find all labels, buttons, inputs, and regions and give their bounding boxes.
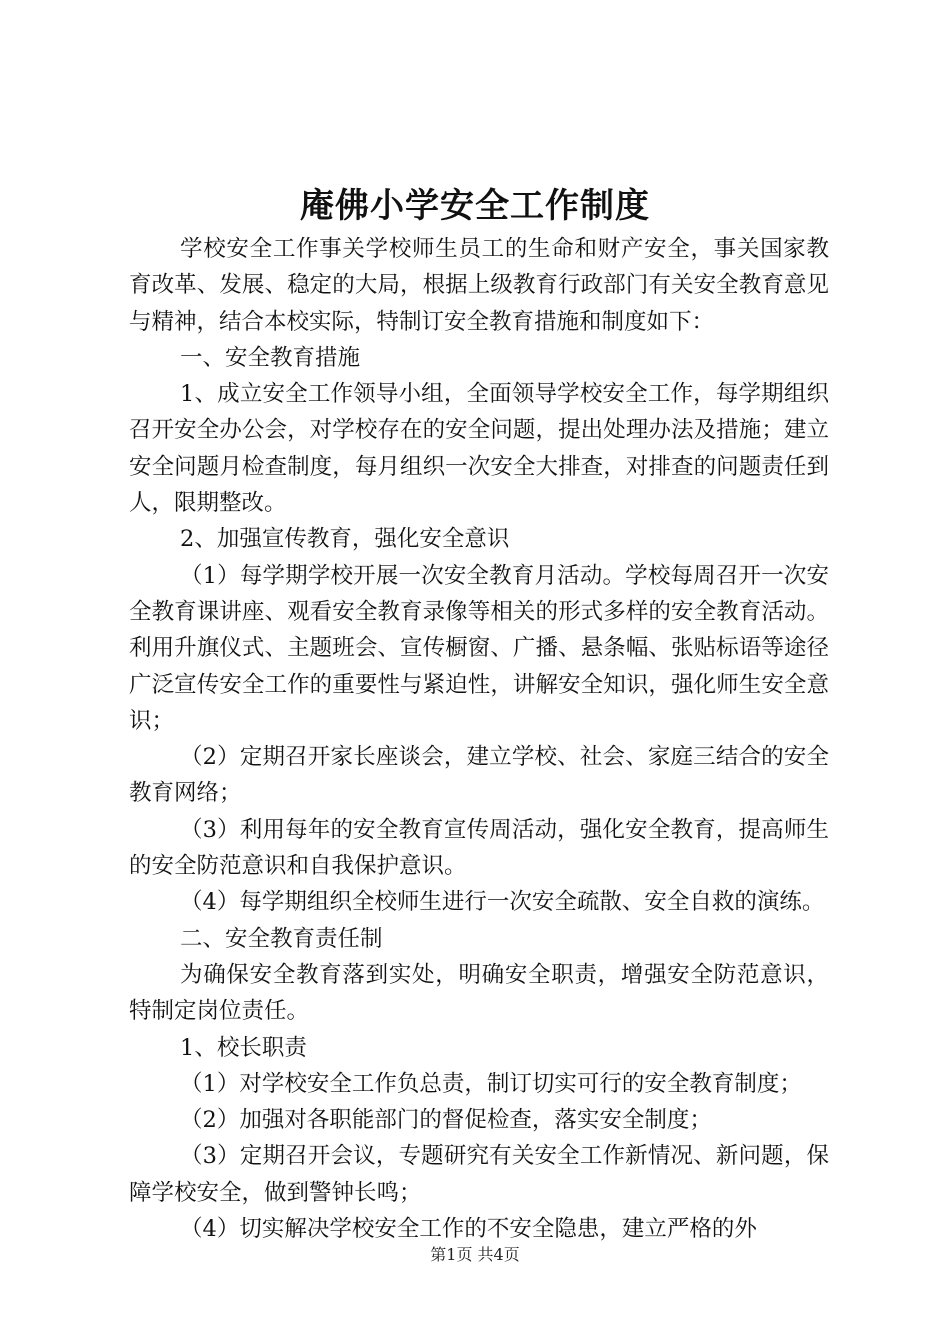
section-heading-1: 一、安全教育措施	[180, 344, 361, 371]
document-body	[129, 231, 829, 1247]
paragraph-item: （3）定期召开会议，专题研究有关安全工作新情况、新问题，保障学校安全，做到警钟长鸣；	[129, 1143, 829, 1206]
paragraph-item: （2）加强对各职能部门的督促检查，落实安全制度；	[180, 1107, 712, 1134]
subsection-heading: 1、校长职责	[180, 1034, 307, 1061]
paragraph-item: 为确保安全教育落到实处，明确安全职责，增强安全防范意识，特制定岗位责任。	[129, 961, 829, 1025]
section-heading-2: 二、安全教育责任制	[180, 925, 383, 952]
paragraph-item: （2）定期召开家长座谈会，建立学校、社会、家庭三结合的安全教育网络；	[129, 744, 829, 807]
paragraph-item: （3）利用每年的安全教育宣传周活动，强化安全教育，提高师生的安全防范意识和自我保护意识。	[129, 816, 829, 880]
paragraph-item: （1）每学期学校开展一次安全教育月活动。学校每周召开一次安全教育课讲座、观看安全教育录像等相关的形式多样的安全教育活动。利用升旗仪式、主题班会、宣传橱窗、广播、悬条幅、张贴标语等途径广泛宣传安全工作的重要性与紧迫性，讲解安全知识，强化师生安全意识；	[129, 562, 829, 734]
subsection-heading: 2、加强宣传教育，强化安全意识	[180, 526, 510, 553]
page-footer: 第1页 共4页	[430, 1245, 520, 1264]
paragraph-item: 1、成立安全工作领导小组，全面领导学校安全工作，每学期组织召开安全办公会，对学校存在的安全问题，提出处理办法及措施；建立安全问题月检查制度，每月组织一次安全大排查，对排查的问题责任到人，限期整改。	[129, 381, 829, 517]
paragraph-intro: 学校安全工作事关学校师生员工的生命和财产安全，事关国家教育改革、发展、稳定的大局，根据上级教育行政部门有关安全教育意见与精神，结合本校实际，特制订安全教育措施和制度如下：	[129, 236, 829, 335]
paragraph-item: （4）切实解决学校安全工作的不安全隐患，建立严格的外	[180, 1216, 757, 1243]
paragraph-item: （1）对学校安全工作负总责，制订切实可行的安全教育制度；	[180, 1070, 802, 1097]
document-title: 庵佛小学安全工作制度	[300, 186, 650, 226]
paragraph-item: （4）每学期组织全校师生进行一次安全疏散、安全自救的演练。	[180, 889, 825, 916]
